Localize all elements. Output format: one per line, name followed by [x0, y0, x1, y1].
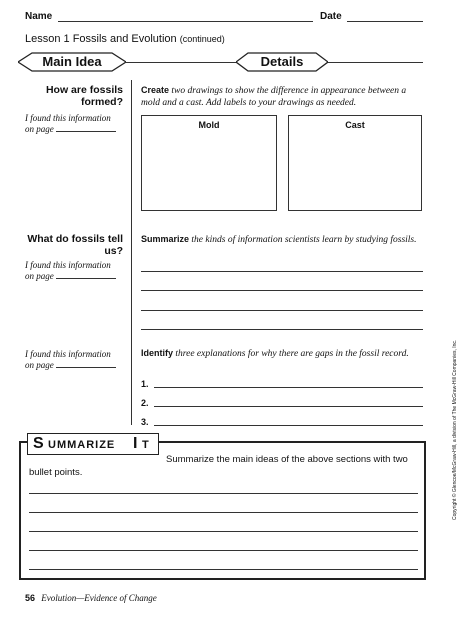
lesson-continued: (continued)	[179, 34, 225, 44]
copyright-notice: Copyright © Glencoe/McGraw-Hill, a division of The McGraw-Hill Companies, Inc.	[452, 339, 458, 520]
banner-connector	[126, 62, 236, 63]
tag-letter-i: I	[133, 435, 139, 452]
answer-line[interactable]	[154, 387, 423, 388]
question-what-fossils-tell: What do fossils tell us?	[27, 233, 123, 257]
tag-letter-s: S	[33, 435, 45, 452]
instruction-identify	[141, 347, 421, 360]
summary-line[interactable]	[29, 550, 418, 551]
details-banner	[236, 52, 328, 72]
item-number-1: 1.	[141, 379, 149, 389]
answer-line[interactable]	[154, 406, 423, 407]
question-how-fossils-formed: How are fossils formed?	[45, 84, 123, 108]
item-number-3: 3.	[141, 417, 149, 427]
found-info-text: I found this information	[25, 113, 111, 123]
cast-drawing-box[interactable]	[288, 115, 422, 211]
page-blank[interactable]	[56, 360, 116, 368]
page-footer	[25, 593, 157, 603]
details-label: Details	[260, 54, 304, 69]
instruction-summarize	[141, 233, 421, 246]
main-idea-label: Main Idea	[42, 54, 102, 69]
summary-line[interactable]	[29, 569, 418, 570]
mold-label: Mold	[198, 120, 220, 130]
name-label: Name	[25, 11, 53, 22]
instruction-text: three explanations for why there are gaps in the fossil record.	[175, 349, 409, 359]
summarize-it-tag	[27, 433, 159, 455]
found-info-text: I found this information	[25, 260, 111, 270]
lesson-title-text: Lesson 1 Fossils and Evolution	[25, 33, 177, 45]
name-blank-line[interactable]	[58, 21, 313, 22]
column-divider	[131, 80, 132, 425]
page-number: 56	[25, 593, 36, 603]
page-blank[interactable]	[56, 124, 116, 132]
summarize-instruction-line2: bullet points.	[29, 467, 83, 478]
answer-line[interactable]	[141, 271, 423, 272]
found-page-text: on page	[25, 124, 54, 134]
summary-line[interactable]	[29, 531, 418, 532]
instruction-text: the kinds of information scientists learn by studying fossils.	[191, 235, 417, 245]
footer-title: Evolution—Evidence of Change	[41, 593, 157, 603]
answer-line[interactable]	[154, 425, 423, 426]
instruction-verb: Summarize	[141, 234, 190, 244]
summary-line[interactable]	[29, 493, 418, 494]
answer-line[interactable]	[141, 310, 423, 311]
instruction-create	[141, 84, 421, 109]
tag-word-ummarize: UMMARIZE	[48, 439, 116, 451]
item-number-2: 2.	[141, 398, 149, 408]
summary-line[interactable]	[29, 512, 418, 513]
main-idea-banner	[18, 52, 126, 72]
instruction-text: two drawings to show the difference in appearance between a mold and a cast. Add labels to your drawings as needed.	[141, 86, 407, 108]
instruction-verb: Create	[141, 85, 170, 95]
answer-line[interactable]	[141, 290, 423, 291]
lesson-title	[25, 33, 225, 45]
date-label: Date	[320, 11, 342, 22]
banner-connector	[328, 62, 423, 63]
summarize-instruction-line1: Summarize the main ideas of the above sections with two	[166, 454, 408, 465]
answer-line[interactable]	[141, 329, 423, 330]
found-info-text: I found this information	[25, 349, 111, 359]
page-blank[interactable]	[56, 271, 116, 279]
mold-drawing-box[interactable]	[141, 115, 277, 211]
found-info-3	[25, 349, 125, 371]
date-blank-line[interactable]	[347, 21, 423, 22]
cast-label: Cast	[345, 120, 365, 130]
found-page-text: on page	[25, 360, 54, 370]
found-info-2	[25, 260, 125, 282]
instruction-verb: Identify	[141, 348, 174, 358]
tag-letter-t: T	[142, 439, 150, 451]
found-page-text: on page	[25, 271, 54, 281]
found-info-1	[25, 113, 125, 135]
